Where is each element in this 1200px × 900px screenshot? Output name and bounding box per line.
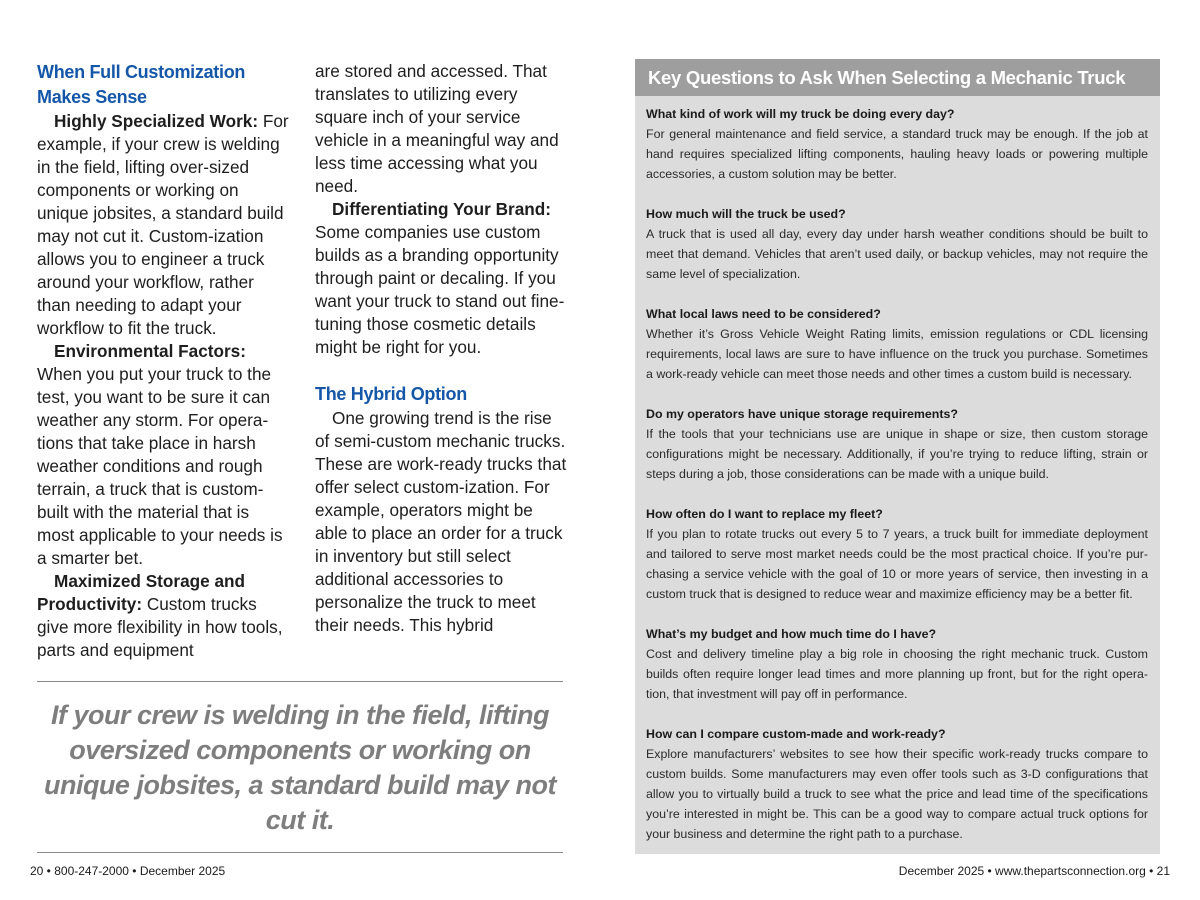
question-block <box>646 504 1148 604</box>
answer: A truck that is used all day, every day under harsh weather conditions should be built to meet that demand. Vehicles that aren’t used daily, or backup vehicles, may not require the same level of specialization. <box>646 227 1148 281</box>
sidebar-body <box>635 96 1160 844</box>
answer: For general maintenance and field service, a standard truck may be enough. If the job at hand requires specialized lifting components, hauling heavy loads or powering multiple accessories, a custom solution may be better. <box>646 127 1148 181</box>
article-column-1 <box>37 60 289 662</box>
paragraph-continued: are stored and accessed. That translates to utilizing every square inch of your service vehicle in a meaningful way and less time accessing what you need. <box>315 61 559 196</box>
answer: If you plan to rotate trucks out every 5 to 7 years, a truck built for immediate deployment and tailored to serve most market needs could be the most practical choice. If you’re pur-chasing a service vehicle with the goal of 10 or more years of service, then investing in a custom truck that is designed to reduce wear and maximize efficiency may be a better fit. <box>646 527 1148 601</box>
sidebar-title: Key Questions to Ask When Selecting a Mechanic Truck <box>635 59 1160 96</box>
question-block <box>646 204 1148 284</box>
question: How much will the truck be used? <box>646 207 846 221</box>
footer-right-folio: December 2025 • www.thepartsconnection.org • 21 <box>898 864 1170 878</box>
question: How can I compare custom-made and work-ready? <box>646 727 946 741</box>
subhead-brand: Differentiating Your Brand: <box>332 199 551 219</box>
question: Do my operators have unique storage requirements? <box>646 407 958 421</box>
body-brand: Some companies use custom builds as a branding opportunity through paint or decaling. If you want your truck to stand out fine-tuning those cosmetic details might be right for you. <box>315 222 565 357</box>
article-column-2 <box>315 60 567 637</box>
answer: Whether it’s Gross Vehicle Weight Rating limits, emission regulations or CDL licensing requirements, local laws are sure to have influence on the truck you purchase. Sometimes a work-ready vehicle can meet those needs and other times a custom build is necessary. <box>646 327 1148 381</box>
question: What’s my budget and how much time do I have? <box>646 627 937 641</box>
question: What local laws need to be considered? <box>646 307 881 321</box>
paragraph-brand <box>315 198 567 359</box>
answer: Explore manufacturers’ websites to see how their specific work-ready trucks compare to custom builds. Some manufacturers may even offer tools such as 3-D configurations that allow you to virtually build a truck to see what the price and lead time of the specifications you’re interested in might be. This can be a good way to compare actual truck options for your business and determine the right path to a purchase. <box>646 747 1148 841</box>
paragraph-storage-productivity <box>37 570 289 662</box>
answer: If the tools that your technicians use are unique in shape or size, then custom storage configurations might be necessary. Additionally, if you’re trying to reduce lifting, strain or steps during a job, those considerations can be made with a unique build. <box>646 427 1148 481</box>
body-specialized-work: For example, if your crew is welding in the field, lifting over-sized components or working on unique jobsites, a standard build may not cut it. Custom-ization allows you to engineer a truck around your workflow, rather than needing to adapt your workflow to fit the truck. <box>37 111 289 338</box>
key-questions-sidebar <box>635 59 1160 854</box>
paragraph-environmental-factors <box>37 340 289 570</box>
section-heading-hybrid: The Hybrid Option <box>315 384 467 404</box>
question-block <box>646 624 1148 704</box>
paragraph-specialized-work <box>37 110 289 340</box>
body-storage-productivity: Custom trucks give more flexibility in how tools, parts and equipment <box>37 594 283 660</box>
pullquote-bottom-rule <box>37 852 563 853</box>
subhead-storage-productivity: Maximized Storage and Productivity: <box>37 571 246 614</box>
question-block <box>646 724 1148 844</box>
answer: Cost and delivery timeline play a big role in choosing the right mechanic truck. Custom builds often require longer lead times and more planning up front, but for the right opera-tion, that investment will pay off in performance. <box>646 647 1148 701</box>
subhead-environmental-factors: Environmental Factors: <box>54 341 246 361</box>
question-block <box>646 104 1148 184</box>
section-heading: When Full Customization Makes Sense <box>37 62 246 107</box>
footer-left-folio: 20 • 800-247-2000 • December 2025 <box>30 864 226 878</box>
pull-quote: If your crew is welding in the field, lifting oversized components or working on unique jobsites, a standard build may not cut it. <box>43 700 557 835</box>
body-environmental-factors: When you put your truck to the test, you want to be sure it can weather any storm. For opera-tions that take place in harsh weather conditions and rough terrain, a truck that is custom-built with the material that is most applicable to your needs is a smarter bet. <box>37 364 283 568</box>
paragraph-hybrid: One growing trend is the rise of semi-custom mechanic trucks. These are work-ready trucks that offer select custom-ization. For example, operators might be able to place an order for a truck in inventory but still select additional accessories to personalize the truck to meet their needs. This hybrid <box>315 408 567 635</box>
question-block <box>646 404 1148 484</box>
question-block <box>646 304 1148 384</box>
pullquote-top-rule <box>37 681 563 682</box>
question: How often do I want to replace my fleet? <box>646 507 883 521</box>
subhead-specialized-work: Highly Specialized Work: <box>54 111 259 131</box>
question: What kind of work will my truck be doing every day? <box>646 107 955 121</box>
